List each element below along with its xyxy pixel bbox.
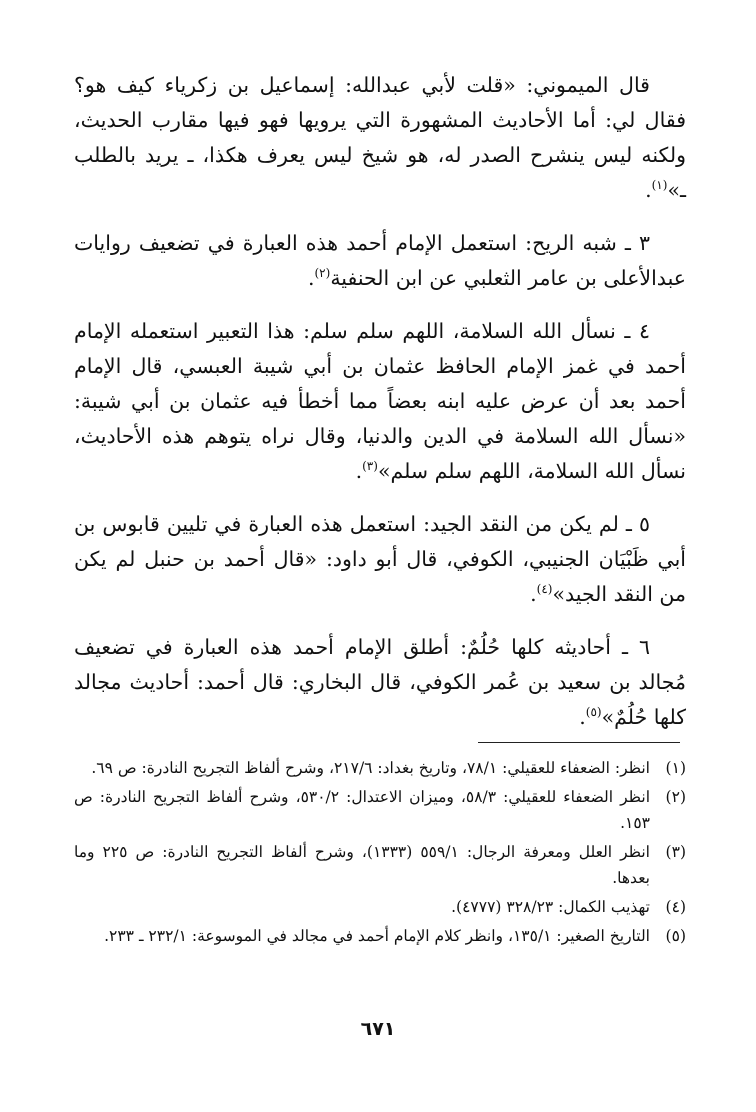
footnote-2 — [74, 784, 686, 836]
footnote-text: انظر الضعفاء للعقيلي: ٥٨/٣، وميزان الاعتدال: ٥٣٠/٢، وشرح ألفاظ التجريح النادرة: ص ١٥٣. — [74, 788, 650, 832]
footnote-text: انظر العلل ومعرفة الرجال: ٥٥٩/١ (١٣٣٣)، وشرح ألفاظ التجريح النادرة: ص ٢٢٥ وما بعدها. — [74, 843, 650, 887]
paragraph-end: . — [307, 266, 315, 290]
paragraph-1 — [74, 68, 686, 208]
paragraph-text: ٣ ـ شبه الريح: استعمل الإمام أحمد هذه العبارة في تضعيف روايات عبدالأعلى بن عامر الثعلبي عن ابن الحنفية — [74, 231, 686, 290]
footnote-number: (١) — [665, 759, 686, 777]
paragraph-end: . — [355, 459, 363, 483]
page-number: ٦٧١ — [360, 1018, 396, 1040]
paragraph-4 — [74, 507, 686, 612]
footnote-divider — [478, 742, 680, 743]
footnote-ref-2: (٢) — [314, 266, 331, 281]
paragraph-text: قال الميموني: «قلت لأبي عبدالله: إسماعيل بن زكرياء كيف هو؟ فقال لي: أما الأحاديث المشهورة التي يرويها فهو فيها مقارب الحديث، ولكنه ليس ينشرح الصدر له، هو شيخ ليس يعرف هكذا، ـ يريد بالطلب ـ» — [74, 73, 686, 202]
footnote-ref-3: (٣) — [362, 459, 378, 474]
footnote-text: انظر: الضعفاء للعقيلي: ٧٨/١، وتاريخ بغداد: ٢١٧/٦، وشرح ألفاظ التجريح النادرة: ص ٦٩. — [91, 759, 650, 777]
footnote-3 — [74, 839, 686, 891]
footnote-ref-1: (١) — [651, 178, 668, 193]
footnote-4 — [74, 894, 686, 920]
footnote-number: (٥) — [665, 927, 686, 945]
main-text — [74, 68, 686, 753]
paragraph-text: ٥ ـ لم يكن من النقد الجيد: استعمل هذه العبارة في تليين قابوس بن أبي ظَبْيَان الجنيبي، الكوفي، قال أبو داود: «قال أحمد بن حنبل لم يكن من النقد الجيد» — [74, 512, 686, 606]
footnote-number: (٢) — [665, 788, 686, 806]
footnote-ref-5: (٥) — [585, 705, 602, 720]
footnote-text: التاريخ الصغير: ١٣٥/١، وانظر كلام الإمام أحمد في مجالد في الموسوعة: ٢٣٢/١ ـ ٢٣٣. — [104, 927, 650, 945]
paragraph-2 — [74, 226, 686, 296]
footnote-5 — [74, 923, 686, 949]
paragraph-3 — [74, 314, 686, 489]
paragraph-end: . — [579, 705, 586, 729]
paragraph-text: ٤ ـ نسأل الله السلامة، اللهم سلم سلم: هذا التعبير استعمله الإمام أحمد في غمز الإمام الحافظ عثمان بن أبي شيبة العبسي، قال الإمام أحمد بعد أن عرض عليه ابنه بعضاً مما أخطأ فيه عثمان بن أبي شيبة: «نسأل الله السلامة في الدين والدنيا، وقال نراه يتوهم هذه الأحاديث، نسأل الله السلامة، اللهم سلم سلم» — [74, 319, 686, 483]
paragraph-end: . — [530, 582, 537, 606]
footnote-number: (٣) — [665, 843, 686, 861]
footnote-text: تهذيب الكمال: ٣٢٨/٢٣ (٤٧٧٧). — [451, 898, 650, 916]
paragraph-text: ٦ ـ أحاديثه كلها حُلُمٌ: أطلق الإمام أحمد هذه العبارة في تضعيف مُجالد بن سعيد بن عُمر الكوفي، قال البخاري: قال أحمد: أحاديث مجالد كلها حُلُمٌ» — [74, 635, 686, 729]
footnotes — [74, 755, 686, 952]
paragraph-end: . — [645, 178, 652, 202]
footnote-ref-4: (٤) — [536, 582, 553, 597]
footnote-number: (٤) — [665, 898, 686, 916]
footnote-1 — [74, 755, 686, 781]
paragraph-5 — [74, 630, 686, 735]
